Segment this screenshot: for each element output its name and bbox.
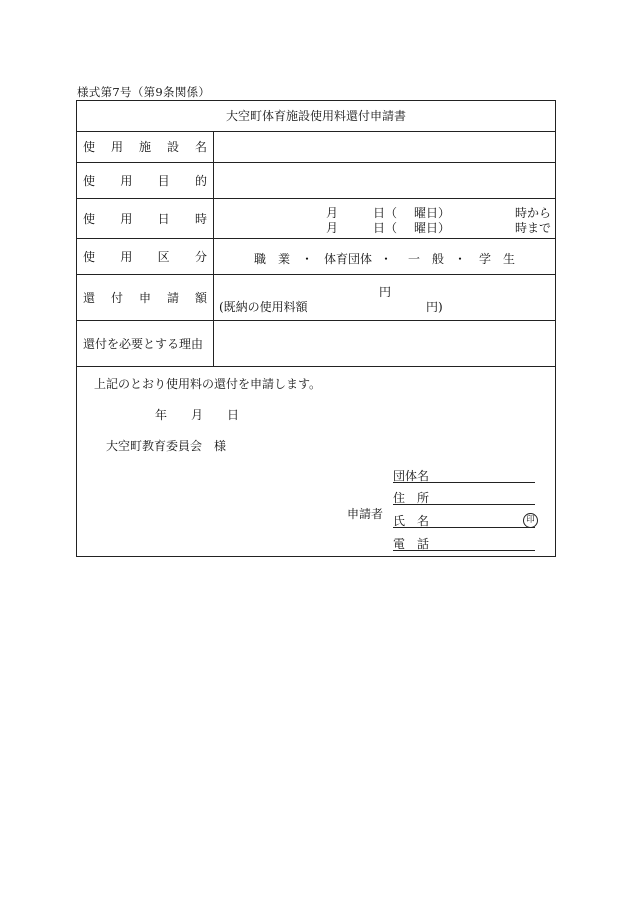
name-field[interactable] [393,512,535,528]
row-purpose [77,163,555,199]
group-name-label: 団体名 [393,469,430,483]
phone-label: 電 話 [393,537,430,551]
date-day: 日 [227,408,240,422]
refund-amount-label: 還 付 申 請 額 [77,275,214,320]
paid-amount-suffix: 円) [426,300,443,314]
start-month: 月 [326,206,339,220]
row-refund-amount [77,275,555,321]
application-form [76,100,556,557]
addressee: 大空町教育委員会 様 [106,439,227,453]
date-month: 月 [191,408,204,422]
category-field [214,239,555,274]
address-label: 住 所 [393,491,430,505]
start-time: 時から [515,206,552,220]
applicant-label: 申請者 [347,507,384,521]
seal-icon: 印 [523,513,538,528]
end-day: 日（ [373,221,398,235]
declaration-statement: 上記のとおり使用料の還付を申請します。 [94,377,322,391]
reason-field[interactable] [214,321,555,366]
category-label: 使 用 区 分 [77,239,214,274]
category-separator: ・ [380,252,393,266]
category-option-sports-group[interactable]: 体育団体 [324,252,373,266]
category-separator: ・ [301,252,314,266]
form-number: 様式第7号（第9条関係） [77,85,211,99]
paid-amount-prefix: (既納の使用料額 [219,300,308,314]
category-option-student[interactable]: 学 生 [479,252,516,266]
category-option-occupation[interactable]: 職 業 [254,252,291,266]
category-separator: ・ [454,252,467,266]
end-time: 時まで [515,221,552,235]
facility-name-label: 使 用 施 設 名 [77,131,214,162]
purpose-label: 使 用 目 的 [77,163,214,198]
start-day: 日（ [373,206,398,220]
row-facility-name [77,131,555,163]
category-option-general[interactable]: 一 般 [408,252,445,266]
purpose-field[interactable] [214,163,555,198]
form-title: 大空町体育施設使用料還付申請書 [77,101,555,132]
date-year: 年 [155,408,168,422]
refund-amount-field[interactable] [214,275,555,320]
row-reason [77,321,555,367]
row-datetime [77,199,555,239]
datetime-field[interactable] [214,199,555,238]
refund-yen: 円 [379,285,392,299]
group-name-field[interactable] [393,467,535,483]
declaration-section [77,367,555,557]
datetime-label: 使 用 日 時 [77,199,214,238]
facility-name-field[interactable] [214,131,555,162]
address-field[interactable] [393,489,535,505]
name-label: 氏 名 [393,514,430,528]
end-month: 月 [326,221,339,235]
start-weekday: 曜日） [414,206,451,220]
reason-label: 還付を必要とする理由 [77,321,214,366]
row-category [77,239,555,275]
phone-field[interactable] [393,535,535,551]
end-weekday: 曜日） [414,221,451,235]
